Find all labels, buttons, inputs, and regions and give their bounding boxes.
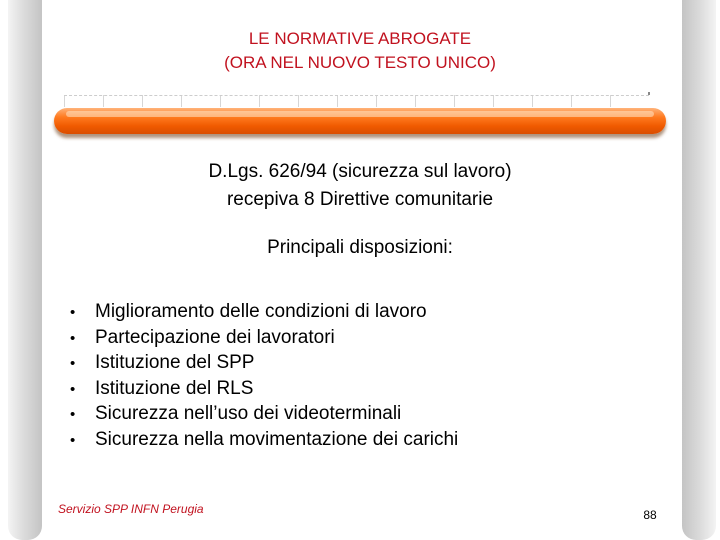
list-item-text: Sicurezza nell’uso dei videoterminali (95, 403, 402, 424)
list-item-text: Istituzione del RLS (95, 377, 254, 399)
slide-heading-line1: D.Lgs. 626/94 (sicurezza sul lavoro) (208, 161, 512, 182)
ruler-marker (648, 92, 650, 95)
list-item (70, 351, 670, 377)
left-decorative-bar (8, 0, 42, 540)
list-item (70, 377, 670, 403)
list-item (70, 326, 670, 352)
bullet-icon: • (70, 431, 76, 449)
footer-organization: Servizio SPP INFN Perugia (58, 502, 204, 516)
page-number: 88 (643, 508, 657, 522)
list-item-text: Miglioramento delle condizioni di lavoro (95, 301, 427, 322)
slide-title-line1: LE NORMATIVE ABROGATE (248, 29, 472, 48)
bullet-icon: • (70, 329, 76, 347)
bullet-icon: • (70, 355, 76, 372)
right-decorative-bar (682, 0, 716, 540)
bullet-icon: • (70, 406, 76, 423)
bullet-icon: • (70, 304, 76, 321)
list-item-text: Sicurezza nella movimentazione dei carichi (95, 428, 459, 450)
list-item-text: Istituzione del SPP (95, 352, 255, 373)
list-item (70, 402, 670, 428)
list-item-text: Partecipazione dei lavoratori (95, 326, 335, 348)
ruler-line (64, 95, 649, 107)
slide-title (60, 27, 660, 75)
list-item (70, 300, 670, 326)
bullet-icon: • (70, 380, 76, 398)
bullet-list (70, 300, 670, 453)
slide-heading-line2: recepiva 8 Direttive comunitarie (226, 189, 494, 210)
orange-divider-bar (54, 108, 666, 134)
slide-heading (60, 158, 660, 214)
slide-subheading: Principali disposizioni: (267, 237, 453, 258)
slide-title-line2: (ORA NEL NUOVO TESTO UNICO) (224, 53, 496, 72)
list-item (70, 428, 670, 454)
